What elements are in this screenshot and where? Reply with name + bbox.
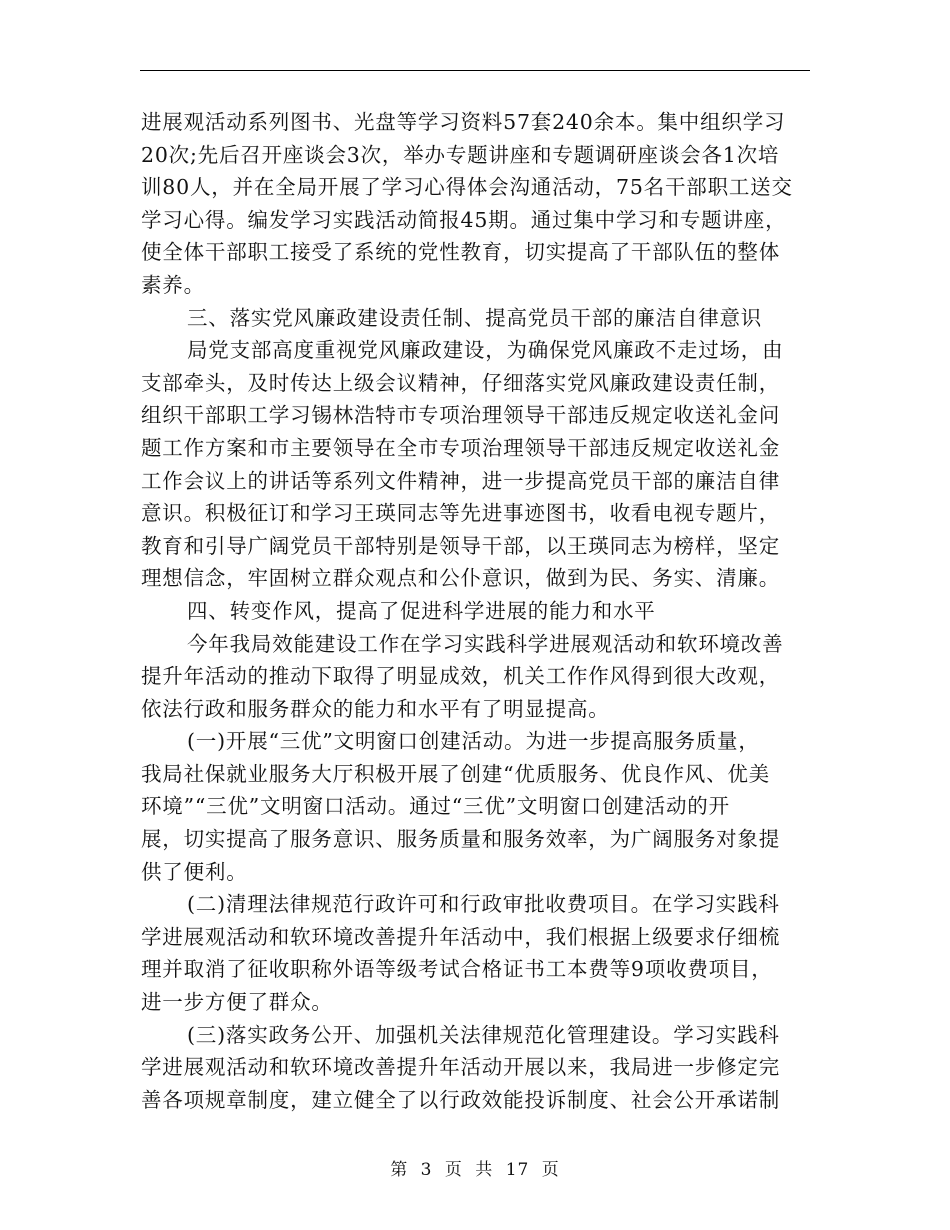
text-line: 使全体干部职工接受了系统的党性教育，切实提高了干部队伍的整体: [141, 240, 780, 265]
section-heading-4: 四、转变作风，提高了促进科学进展的能力和水平: [187, 598, 656, 623]
text-line: 提升年活动的推动下取得了明显成效，机关工作作风得到很大改观，: [141, 664, 780, 689]
footer-prefix: 第: [390, 1160, 409, 1180]
text-line: 进一步方便了群众。: [141, 990, 333, 1015]
text-line: 理并取消了征收职称外语等级考试合格证书工本费等9项收费项目，: [141, 957, 773, 982]
document-body: [141, 106, 811, 1116]
footer-suffix: 页: [541, 1160, 560, 1180]
text-line: 依法行政和服务群众的能力和水平有了明显提高。: [141, 696, 610, 721]
text-line: 训80人，并在全局开展了学习心得体会沟通活动，75名干部职工送交: [141, 175, 793, 200]
text-line: 学进展观活动和软环境改善提升年活动中，我们根据上级要求仔细梳: [141, 924, 780, 949]
text-line: 20次;先后召开座谈会3次，举办专题讲座和专题调研座谈会各1次培: [141, 142, 780, 167]
footer-page-word: 页: [444, 1160, 463, 1180]
page-footer: [0, 1155, 950, 1180]
text-line: 进展观活动系列图书、光盘等学习资料57套240余本。集中组织学习: [141, 110, 786, 134]
text-line: 题工作方案和市主要领导在全市专项治理领导干部违反规定收送礼金: [141, 435, 780, 460]
text-line: 组织干部职工学习锡林浩特市专项治理领导干部违反规定收送礼金问: [141, 403, 780, 428]
section-heading-3: 三、落实党风廉政建设责任制、提高党员干部的廉洁自律意识: [187, 305, 763, 330]
paragraph-start: 局党支部高度重视党风廉政建设，为确保党风廉政不走过场，由: [187, 338, 784, 363]
text-line: 我局社保就业服务大厅积极开展了创建“优质服务、优良作风、优美: [141, 761, 770, 786]
footer-current-page: 3: [420, 1160, 433, 1180]
text-line: 供了便利。: [141, 859, 248, 884]
text-line: 环境”“三优”文明窗口活动。通过“三优”文明窗口创建活动的开: [141, 794, 730, 819]
paragraph-start: 今年我局效能建设工作在学习实践科学进展观活动和软环境改善: [187, 631, 784, 656]
text-line: 教育和引导广阔党员干部特别是领导干部，以王瑛同志为榜样，坚定: [141, 533, 780, 558]
text-line: 展，切实提高了服务意识、服务质量和服务效率，为广阔服务对象提: [141, 827, 780, 852]
subsection-3: (三)落实政务公开、加强机关法律规范化管理建设。学习实践科: [187, 1022, 780, 1047]
text-line: 支部牵头，及时传达上级会议精神，仔细落实党风廉政建设责任制，: [141, 370, 780, 395]
footer-total-pages: 17: [505, 1160, 530, 1180]
text-line: 工作会议上的讲话等系列文件精神，进一步提高党员干部的廉洁自律: [141, 468, 780, 493]
footer-total-word: 共: [475, 1160, 494, 1180]
subsection-2: (二)清理法律规范行政许可和行政审批收费项目。在学习实践科: [187, 892, 780, 917]
text-line: 善各项规章制度，建立健全了以行政效能投诉制度、社会公开承诺制: [141, 1087, 780, 1112]
text-line: 学习心得。编发学习实践活动简报45期。通过集中学习和专题讲座，: [141, 207, 787, 232]
subsection-1: (一)开展“三优”文明窗口创建活动。为进一步提高服务质量，: [187, 729, 760, 754]
text-line: 理想信念，牢固树立群众观点和公仆意识，做到为民、务实、清廉。: [141, 566, 780, 591]
text-line: 意识。积极征订和学习王瑛同志等先进事迹图书，收看电视专题片，: [141, 501, 780, 526]
text-line: 素养。: [141, 272, 205, 297]
header-rule: [140, 70, 810, 71]
text-line: 学进展观活动和软环境改善提升年活动开展以来，我局进一步修定完: [141, 1055, 780, 1080]
